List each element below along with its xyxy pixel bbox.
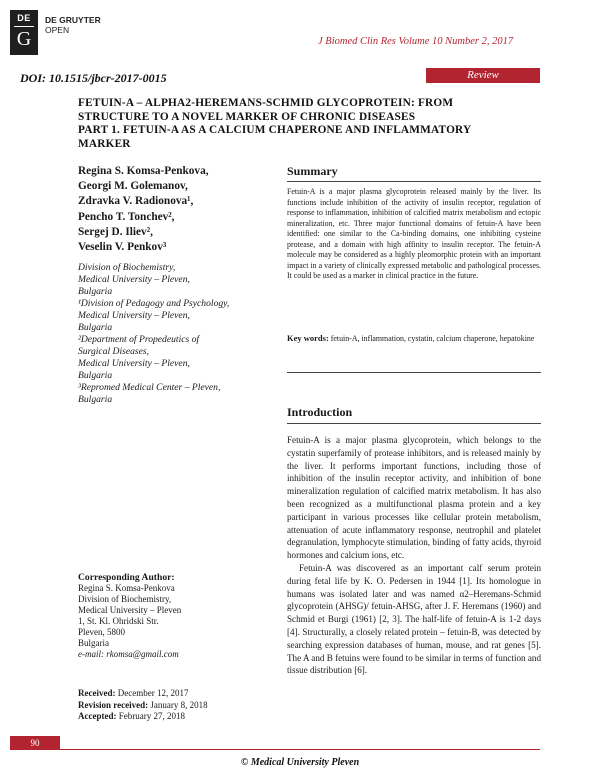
keywords — [287, 333, 541, 345]
received-date: Received: December 12, 2017 — [78, 688, 189, 698]
affiliation-line: ³Repromed Medical Center – Pleven, — [78, 382, 221, 393]
publisher-title: DE GRUYTER — [45, 15, 101, 25]
article-type-badge: Review — [426, 68, 540, 83]
publisher-logo — [10, 10, 38, 55]
corresponding-line: Pleven, 5800 — [78, 627, 125, 637]
keywords-label: Key words: — [287, 333, 329, 343]
affiliation-line: ¹Division of Pedagogy and Psychology, — [78, 298, 230, 309]
page-number: 90 — [10, 736, 60, 750]
author-list — [78, 164, 268, 255]
accepted-date: Accepted: February 27, 2018 — [78, 711, 185, 721]
corresponding-line: Regina S. Komsa-Penkova — [78, 583, 175, 593]
publisher-name — [45, 15, 101, 35]
submission-dates — [78, 688, 278, 723]
affiliation-line: ²Department of Propedeutics of — [78, 334, 200, 345]
author-name: Sergej D. Iliev², — [78, 225, 153, 238]
corresponding-heading: Corresponding Author: — [78, 572, 175, 583]
affiliation-line: Bulgaria — [78, 394, 113, 405]
footer-rule — [60, 749, 540, 750]
affiliation-list — [78, 262, 273, 406]
title-line: FETUIN-A – ALPHA2-HEREMANS-SCHMID GLYCOPROTEIN: FROM — [78, 97, 454, 109]
copyright-notice: © Medical University Pleven — [240, 757, 360, 768]
paragraph: Fetuin-A was discovered as an important calf serum protein during fetal life by K. O. Pedersen in 1944 [1]. Its homologue in humans was isolated later and was named α2–Heremans-Schmid glycoprotein (AHSG)/ fetuin-AHSG, after J. F. Heremans (1960) and Schmid et Burgi (1961) [2, 3]. The half-life of fetuin-A is 1-2 days [4]. Structurally, a closely related protein – fetuin-B, was detected by searching expression databases of human, mouse, and rat genes [5]. The A and B fetuins were found to be similar in terms of function and tissue distribution [6]. — [287, 562, 541, 676]
doi-label: DOI: 10.1515/jbcr-2017-0015 — [20, 71, 167, 85]
corresponding-email[interactable]: e-mail: rkomsa@gmail.com — [78, 649, 179, 659]
affiliation-line: Medical University – Pleven, — [78, 274, 190, 285]
summary-divider — [287, 181, 541, 182]
affiliation-line: Bulgaria — [78, 322, 113, 333]
publisher-subtitle: OPEN — [45, 25, 70, 35]
article-title — [78, 97, 548, 151]
logo-letter: G — [16, 28, 32, 50]
summary-heading: Summary — [287, 164, 338, 178]
journal-citation: J Biomed Clin Res Volume 10 Number 2, 2017 — [318, 36, 514, 47]
corresponding-line: Medical University – Pleven — [78, 605, 182, 615]
introduction-heading: Introduction — [287, 405, 353, 419]
summary-text: Fetuin-A is a major plasma glycoprotein released mainly by the liver. Its functions include inhibition of the activity of insulin receptor, regulation of response to inflammation, inhibition of calcified matrix metabolism and ectopic mineralization, etc. Three major functional domains of fetuin-A have been identified: one similar to the Ca-binding domains, one inhibiting cysteine protease, and a domain with high affinity to insulin receptor. The fetuin-A molecule may be considered as a highly pleomorphic protein with an important impact in a variety of clinically expressed metabolic and pathological processes. It could be used as a marker in clinical practice in the future. — [287, 187, 541, 280]
introduction-body — [287, 434, 541, 677]
author-name: Georgi M. Golemanov, — [78, 180, 188, 193]
introduction-divider — [287, 423, 541, 424]
author-name: Pencho T. Tonchev², — [78, 210, 175, 223]
corresponding-line: Division of Biochemistry, — [78, 594, 172, 604]
affiliation-line: Surgical Diseases, — [78, 346, 150, 357]
corresponding-line: Bulgaria — [78, 638, 109, 648]
revision-date: Revision received: January 8, 2018 — [78, 699, 208, 710]
title-line: PART 1. FETUIN-A AS A CALCIUM CHAPERONE AND INFLAMMATORY — [78, 124, 472, 136]
affiliation-line: Bulgaria — [78, 370, 113, 381]
title-line: STRUCTURE TO A NOVEL MARKER OF CHRONIC DISEASES — [78, 110, 416, 123]
affiliation-line: Bulgaria — [78, 286, 113, 297]
logo-divider — [14, 26, 34, 27]
paragraph: Fetuin-A is a major plasma glycoprotein, which belongs to the cystatin superfamily of protease inhibitors, and is released mainly by the liver. It performs important functions, including those of inhibition of the insulin receptor activity, and inhibition of bone mineralization regulation of calcified matrix metabolism. It has also been recognized as a multifunctional plasma protein and a key participant in various processes like cellular protein metabolism, attenuation of acute inflammatory response, neutrophil and platelet degranulation, lymphocyte stimulation, binding of fatty acids, thyroid hormones and calcium ions, etc. — [287, 435, 541, 561]
affiliation-line: Medical University – Pleven, — [78, 310, 190, 321]
author-name: Veselin V. Penkov³ — [78, 241, 167, 254]
keywords-list: fetuin-A, inflammation, cystatin, calcium chaperone, hepatokine — [330, 334, 535, 343]
corresponding-author — [78, 572, 278, 660]
logo-initials: DE — [17, 13, 31, 23]
author-name: Zdravka V. Radionova¹, — [78, 195, 194, 208]
affiliation-line: Medical University – Pleven, — [78, 358, 190, 369]
author-name: Regina S. Komsa-Penkova, — [78, 165, 209, 177]
affiliation-line: Division of Biochemistry, — [78, 262, 176, 273]
summary-end-divider — [287, 372, 541, 373]
title-line: MARKER — [78, 137, 131, 150]
corresponding-line: 1, St. Kl. Ohridski Str. — [78, 616, 159, 626]
